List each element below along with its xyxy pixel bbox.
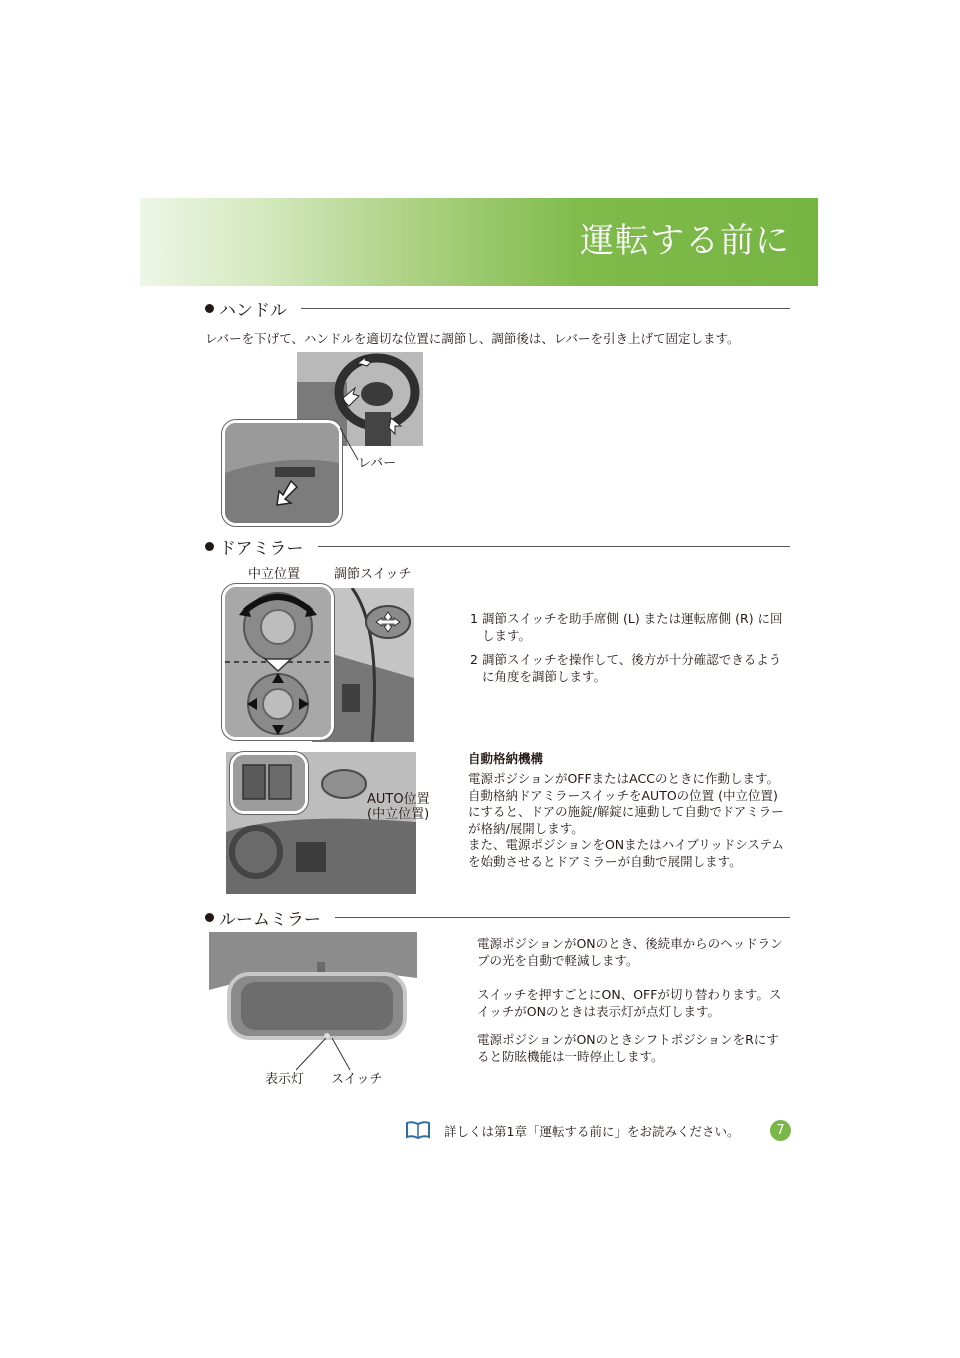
adjust-switch-label: 調節スイッチ (334, 567, 412, 582)
auto-fold-line: 電源ポジションがOFFまたはACCのときに作動します。 (468, 771, 779, 786)
neutral-position-label: 中立位置 (248, 567, 301, 582)
section-title: ハンドル (219, 301, 287, 321)
auto-switch-inset (230, 752, 308, 814)
section-heading-handle (205, 296, 790, 321)
heading-rule (301, 308, 790, 309)
auto-fold-body (468, 771, 790, 870)
handle-description: レバーを下げて、ハンドルを適切な位置に調節し、調節後は、レバーを引き上げて固定します。 (205, 331, 740, 346)
auto-position-label-line2: (中立位置) (367, 807, 430, 822)
section-title: ルームミラー (219, 910, 321, 930)
section-title: ドアミラー (219, 539, 304, 559)
step-1 (470, 611, 790, 644)
heading-rule (335, 917, 790, 918)
bullet-icon (205, 542, 214, 551)
chapter-banner (140, 198, 818, 286)
auto-fold-line: 自動格納ドアミラースイッチをAUTOの位置 (中立位置) にすると、ドアの施錠/解錠に連動して自動でドアミラーが格納/展開します。 (468, 787, 784, 836)
auto-fold-title: 自動格納機構 (468, 751, 544, 766)
step-2 (470, 652, 790, 685)
room-mirror-para-3: 電源ポジションがONのときシフトポジションをRにすると防眩機能は一時停止します。 (477, 1032, 779, 1064)
page-number: 7 (770, 1120, 791, 1141)
step-number: 1 (470, 611, 478, 626)
mirror-knob-inset (222, 584, 334, 740)
chapter-title: 運転する前に (580, 221, 790, 261)
room-mirror-para-2: スイッチを押すごとにON、OFFが切り替わります。スイッチがONのときは表示灯が点灯します。 (477, 987, 782, 1019)
indicator-label: 表示灯 (265, 1072, 305, 1087)
room-mirror-leader-lines (290, 1034, 360, 1074)
book-icon (405, 1120, 431, 1140)
step-text: 調節スイッチを操作して、後方が十分確認できるように角度を調節します。 (482, 652, 782, 684)
room-mirror-para-1: 電源ポジションがONのとき、後続車からのヘッドランプの光を自動で軽減します。 (477, 936, 783, 968)
lever-inset-photo (222, 420, 342, 526)
section-heading-door-mirror (205, 534, 790, 559)
lever-label: レバー (358, 456, 397, 471)
auto-position-label-line1: AUTO位置 (367, 792, 430, 807)
step-number: 2 (470, 652, 478, 667)
bullet-icon (205, 304, 214, 313)
step-text: 調節スイッチを助手席側 (L) または運転席側 (R) に回します。 (482, 611, 783, 643)
auto-fold-line: また、電源ポジションをONまたはハイブリッドシステムを始動させるとドアミラーが自動で展開します。 (468, 837, 785, 869)
section-heading-room-mirror (205, 905, 790, 930)
bullet-icon (205, 913, 214, 922)
footer-note: 詳しくは第1章「運転する前に」をお読みください。 (444, 1124, 740, 1139)
heading-rule (318, 546, 791, 547)
switch-label: スイッチ (331, 1072, 383, 1087)
